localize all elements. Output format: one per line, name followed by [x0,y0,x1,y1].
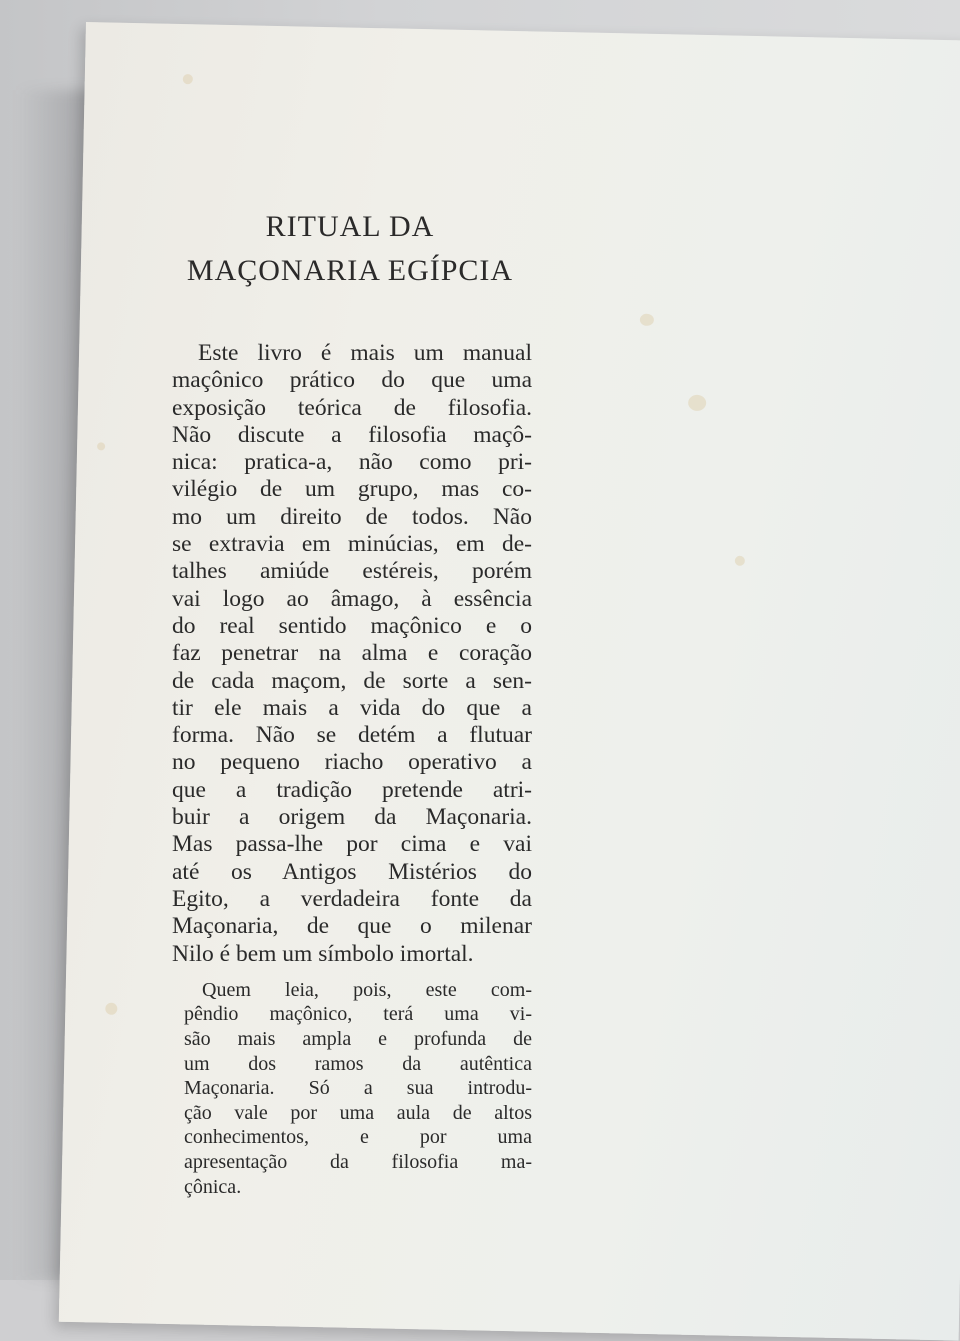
paragraph-2 [172,978,532,1199]
text-line: faz penetrar na alma e coração [172,640,532,667]
text-line: até os Antigos Mistérios do [172,858,532,885]
text-line: tir ele mais a vida do que a [172,694,532,721]
text-line: se extravia em minúcias, em de- [172,531,532,558]
text-line: Maçonaria. Só a sua introdu- [184,1077,532,1100]
paper-stain [688,395,706,411]
paper-stain [735,556,745,566]
text-line: çônica. [184,1175,242,1198]
text-line: um dos ramos da autêntica [184,1052,532,1075]
text-line: forma. Não se detém a flutuar [172,722,532,749]
paragraph-1 [172,340,532,968]
text-line: de cada maçom, de sorte a sen- [172,667,532,694]
text-line: buir a origem da Maçonaria. [172,804,532,831]
text-line: Maçonaria, de que o milenar [172,913,532,940]
text-line: nica: pratica-a, não como pri- [172,449,532,476]
text-line: mo um direito de todos. Não [172,503,532,530]
paper-stain [105,1003,117,1015]
title-line-1: RITUAL DA [265,210,435,243]
paper-stain [640,314,654,326]
text-line: vilégio de um grupo, mas co- [172,476,532,503]
body-text [172,340,532,1199]
text-line: no pequeno riacho operativo a [172,749,532,776]
text-line: Nilo é bem um símbolo imortal. [172,940,474,967]
text-line: conhecimentos, e por uma [184,1126,532,1149]
text-line: exposição teórica de filosofia. [172,394,532,421]
text-line: do real sentido maçônico e o [172,612,532,639]
title-line-2: MAÇONARIA EGÍPCIA [186,254,514,287]
text-line: apresentação da filosofia ma- [184,1150,532,1173]
text-line: Mas passa-lhe por cima e vai [172,831,532,858]
text-line: pêndio maçônico, terá uma vi- [184,1003,532,1026]
text-line: Egito, a verdadeira fonte da [172,885,532,912]
text-line: talhes amiúde estéreis, porém [172,558,532,585]
text-line: que a tradição pretende atri- [172,776,532,803]
book-title [150,205,550,293]
text-line: são mais ampla e profunda de [184,1028,532,1051]
text-line: Não discute a filosofia maçô- [172,421,532,448]
text-line: maçônico prático do que uma [172,367,532,394]
text-line: vai logo ao âmago, à essência [172,585,532,612]
text-line: Quem leia, pois, este com- [202,978,532,1001]
paper-stain [183,74,193,84]
text-line: Este livro é mais um manual [198,340,532,366]
text-line: ção vale por uma aula de altos [184,1101,532,1124]
paper-stain [97,442,105,450]
